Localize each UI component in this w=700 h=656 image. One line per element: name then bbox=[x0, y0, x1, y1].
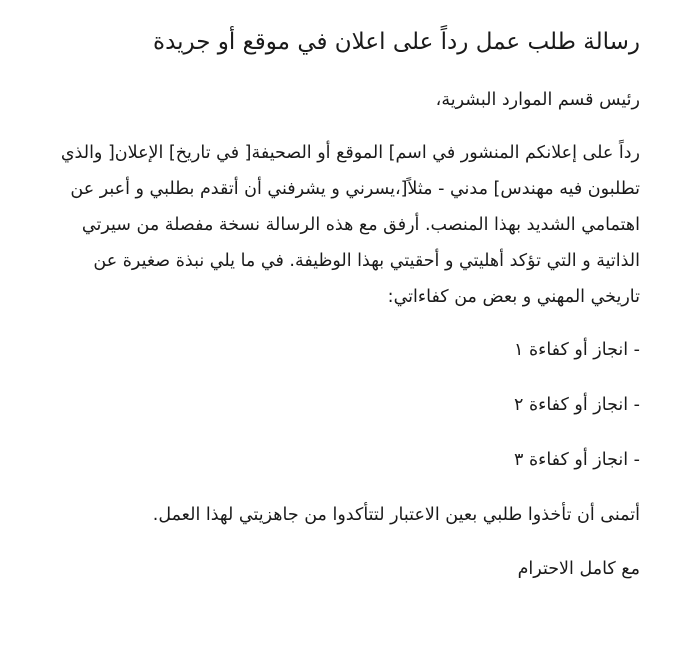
letter-closing: أتمنى أن تأخذوا طلبي بعين الاعتبار لتتأكدوا من جاهزيتي لهذا العمل. bbox=[152, 505, 640, 525]
achievement-item-2: - انجاز أو كفاءة ٢ bbox=[513, 395, 640, 415]
achievement-item-3: - انجاز أو كفاءة ٣ bbox=[513, 450, 640, 470]
letter-body: رداً على إعلانكم المنشور في اسم] الموقع أو الصحيفة[ في تاريخ] الإعلان[ والذي تطلبون فيه مهندس] مدني - مثلاً[،يسرني و يشرفني أن أتقدم بطلبي و أعبر عن اهتمامي الشديد بهذا المنصب. أرفق مع هذه الرسالة نسخة مفصلة من سيرتي الذاتية و التي تؤكد أهليتي و أحقيتي بهذا الوظيفة. في ما يلي نبذة صغيرة عن تاريخي المهني و بعض من كفاءاتي: bbox=[60, 143, 640, 307]
letter-title: رسالة طلب عمل رداً على اعلان في موقع أو جريدة bbox=[153, 29, 640, 55]
letter-document bbox=[50, 22, 640, 587]
letter-signoff: مع كامل الاحترام bbox=[517, 559, 640, 579]
achievement-item-1: - انجاز أو كفاءة ١ bbox=[513, 340, 640, 360]
letter-salutation: رئيس قسم الموارد البشرية، bbox=[435, 90, 640, 110]
